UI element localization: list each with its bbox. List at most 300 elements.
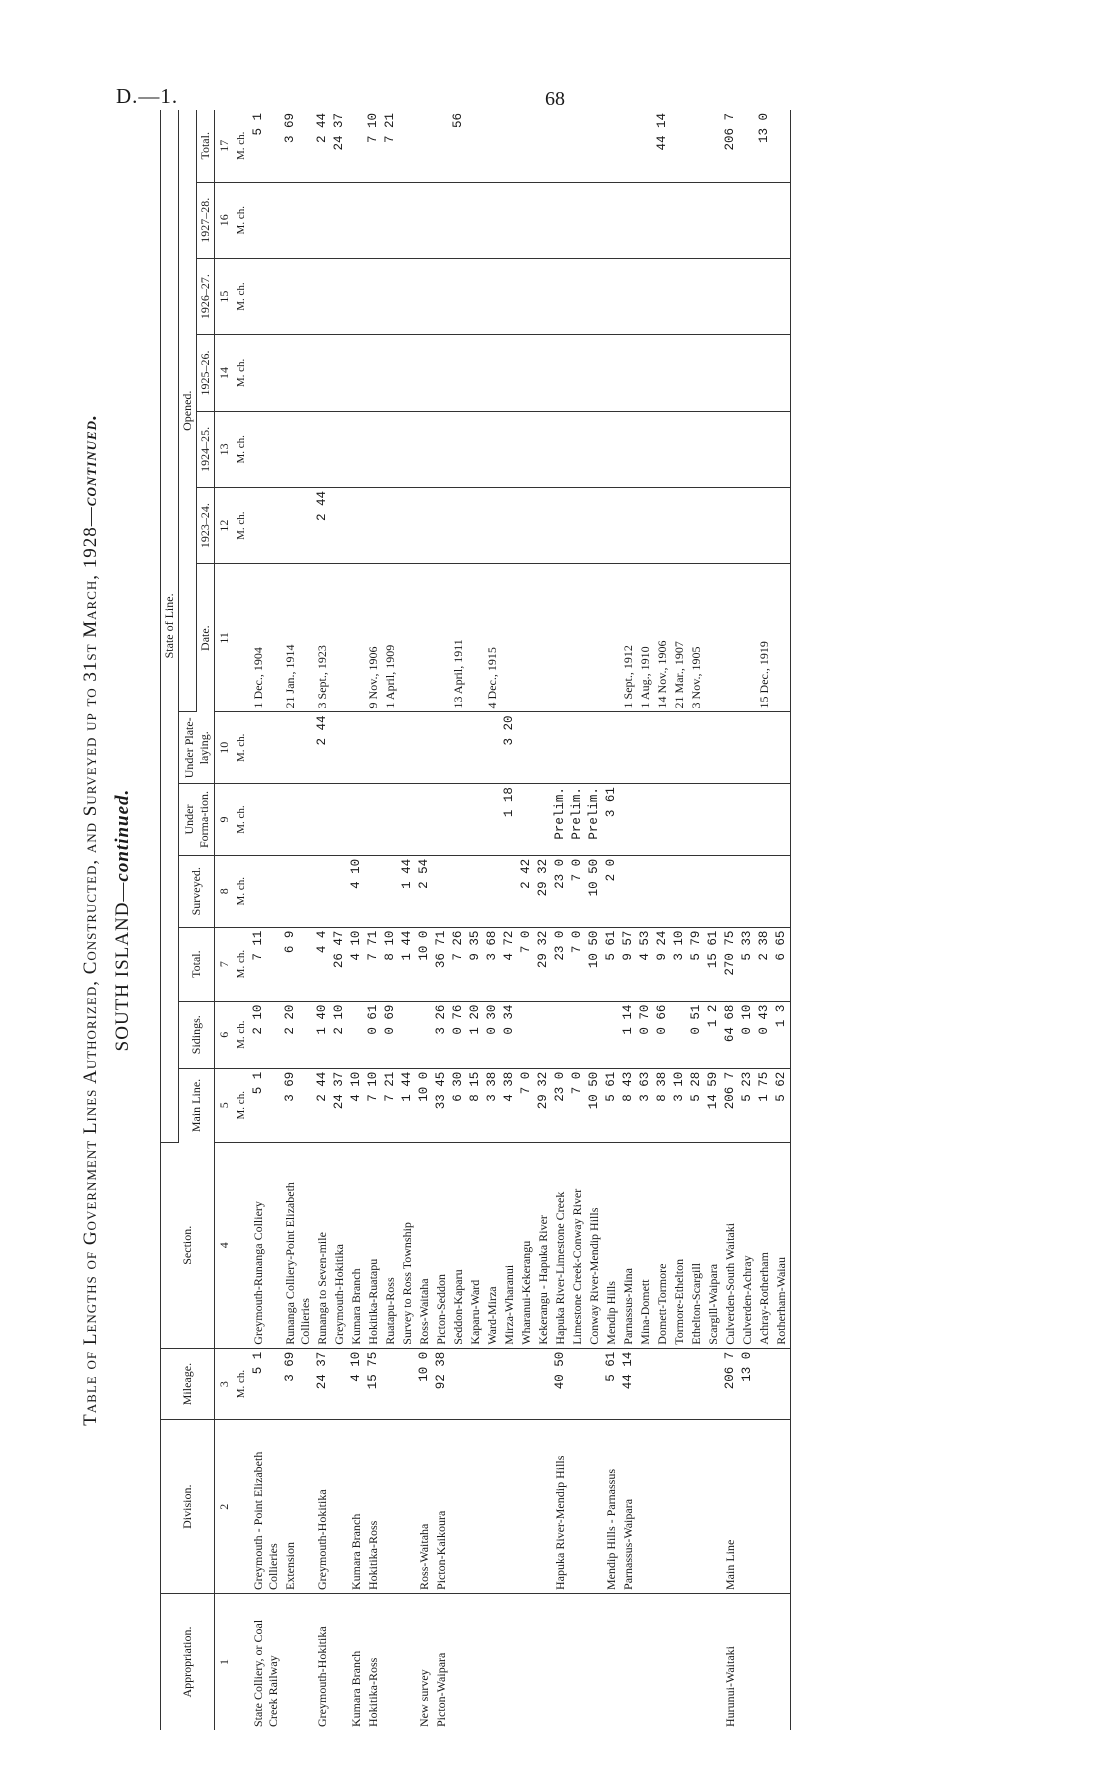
- cell-opened-1926-27: [250, 258, 282, 334]
- cell-main-line: 8 43: [620, 1068, 637, 1142]
- cell-opened-1927-28: [250, 182, 282, 258]
- cell-surveyed: [484, 855, 501, 927]
- cell-under-platelaying: [620, 712, 637, 784]
- table-row: [569, 110, 586, 1730]
- cell-under-platelaying: [282, 712, 314, 784]
- cell-sidings: 0 10: [739, 1001, 756, 1068]
- cell-opened-1927-28: [586, 182, 603, 258]
- cell-main-line: 23 0: [552, 1068, 569, 1142]
- cell-sidings: 0 70: [637, 1001, 654, 1068]
- cell-mileage: 4 10: [348, 1348, 365, 1420]
- cell-surveyed: [654, 855, 671, 927]
- cell-division: Hapuka River-Mendip Hills: [552, 1420, 569, 1594]
- cell-opened-1924-25: [637, 411, 654, 487]
- cell-opened-1923-24: [569, 487, 586, 563]
- cell-opened-1925-26: [467, 335, 484, 411]
- cell-division: [637, 1420, 654, 1594]
- cell-appropriation: Greymouth-Hokitika: [315, 1626, 329, 1727]
- cell-sidings: 3 26: [433, 1001, 450, 1068]
- table-row: [382, 110, 399, 1730]
- cell-total: 7 0: [569, 927, 586, 1001]
- table-row: [705, 110, 722, 1730]
- cell-under-platelaying: [722, 712, 739, 784]
- cell-opened-1923-24: [705, 487, 722, 563]
- cell-section: Mina-Domett: [637, 1142, 654, 1348]
- cell-under-platelaying: [348, 712, 365, 784]
- header-state-of-line: State of Line.: [161, 110, 179, 1142]
- cell-under-formation: [620, 784, 637, 856]
- cell-section: Hapuka River-Limestone Creek: [552, 1142, 569, 1348]
- cell-opened-1925-26: [484, 335, 501, 411]
- cell-sidings: 0 69: [382, 1001, 399, 1068]
- column-number: 3: [215, 1348, 234, 1420]
- cell-opened-1924-25: [654, 411, 671, 487]
- cell-opened-1924-25: [773, 411, 791, 487]
- cell-opened-1925-26: [569, 335, 586, 411]
- table-row: [314, 110, 331, 1730]
- cell-opened-1927-28: [773, 182, 791, 258]
- table-row: [552, 110, 569, 1730]
- table-row: [535, 110, 552, 1730]
- cell-sidings: [552, 1001, 569, 1068]
- cell-total: 270 75: [722, 927, 739, 1001]
- cell-surveyed: 10 50: [586, 855, 603, 927]
- column-number: 6: [215, 1001, 234, 1068]
- cell-opened-1925-26: [637, 335, 654, 411]
- column-number: 17: [215, 110, 234, 182]
- cell-appropriation: [773, 1593, 791, 1730]
- cell-appropriation: [705, 1593, 722, 1730]
- cell-sidings: 0 43: [756, 1001, 773, 1068]
- cell-under-formation: [416, 784, 433, 856]
- header-1924-25: 1924–25.: [197, 411, 215, 487]
- cell-opened-1926-27: [756, 258, 773, 334]
- cell-surveyed: [282, 855, 314, 927]
- cell-under-formation: [433, 784, 450, 856]
- header-main-line: Main Line.: [179, 1068, 215, 1142]
- cell-surveyed: [382, 855, 399, 927]
- column-number: 11: [215, 564, 234, 712]
- cell-under-formation: [688, 784, 705, 856]
- cell-mileage: 206 7: [722, 1348, 739, 1420]
- cell-division: [399, 1420, 416, 1594]
- table-row: [250, 110, 282, 1730]
- table-row: [433, 110, 450, 1730]
- cell-opened-1923-24: [688, 487, 705, 563]
- cell-date-opened: 9 Nov., 1906: [365, 564, 382, 712]
- cell-appropriation: [282, 1593, 314, 1730]
- cell-main-line: 7 10: [365, 1068, 382, 1142]
- column-number: 8: [215, 855, 234, 927]
- cell-surveyed: [620, 855, 637, 927]
- cell-opened-1927-28: [467, 182, 484, 258]
- cell-mileage: 3 69: [282, 1348, 314, 1420]
- cell-total: 7 0: [518, 927, 535, 1001]
- cell-opened-1925-26: [282, 335, 314, 411]
- table-row: [484, 110, 501, 1730]
- cell-surveyed: [250, 855, 282, 927]
- cell-mileage: [688, 1348, 705, 1420]
- cell-under-formation: [637, 784, 654, 856]
- cell-under-platelaying: [416, 712, 433, 784]
- cell-date-opened: 21 Jan., 1914: [282, 564, 314, 712]
- cell-surveyed: 4 10: [348, 855, 365, 927]
- cell-appropriation: [331, 1593, 348, 1730]
- cell-opened-1924-25: [433, 411, 450, 487]
- cell-under-platelaying: [773, 712, 791, 784]
- cell-opened-1925-26: [756, 335, 773, 411]
- cell-main-line: 3 63: [637, 1068, 654, 1142]
- cell-opened-1925-26: [773, 335, 791, 411]
- cell-division: [586, 1420, 603, 1594]
- cell-opened-1924-25: [552, 411, 569, 487]
- cell-total: 26 47: [331, 927, 348, 1001]
- cell-surveyed: [467, 855, 484, 927]
- cell-total: 7 26: [450, 927, 467, 1001]
- cell-total: 10 0: [416, 927, 433, 1001]
- cell-total: 3 68: [484, 927, 501, 1001]
- cell-mileage: [535, 1348, 552, 1420]
- cell-under-platelaying: [250, 712, 282, 784]
- cell-division: Hokitika-Ross: [365, 1420, 382, 1594]
- header-under-formation: Under Forma-tion.: [179, 784, 215, 856]
- cell-division: Main Line: [722, 1420, 739, 1594]
- cell-mileage: 92 38: [433, 1348, 450, 1420]
- cell-sidings: 1 2: [705, 1001, 722, 1068]
- cell-mileage: 40 50: [552, 1348, 569, 1420]
- cell-surveyed: [501, 855, 518, 927]
- unit-label: M. ch.: [233, 487, 250, 563]
- column-number: 4: [215, 1142, 234, 1348]
- cell-main-line: 1 75: [756, 1068, 773, 1142]
- cell-opened-1925-26: [250, 335, 282, 411]
- table-body: [215, 110, 791, 1730]
- cell-opened-1924-25: [399, 411, 416, 487]
- cell-opened-1927-28: [603, 182, 620, 258]
- cell-opened-total: [501, 110, 518, 182]
- cell-total: 15 61: [705, 927, 722, 1001]
- cell-main-line: 3 10: [671, 1068, 688, 1142]
- cell-opened-1927-28: [399, 182, 416, 258]
- cell-opened-total: 5 1: [250, 110, 282, 182]
- cell-date-opened: [416, 564, 433, 712]
- cell-division: [569, 1420, 586, 1594]
- cell-main-line: 8 15: [467, 1068, 484, 1142]
- cell-main-line: 4 10: [348, 1068, 365, 1142]
- cell-opened-total: [569, 110, 586, 182]
- cell-date-opened: [773, 564, 791, 712]
- cell-mileage: [756, 1348, 773, 1420]
- cell-section: Ethelton-Scargill: [688, 1142, 705, 1348]
- cell-date-opened: [603, 564, 620, 712]
- cell-mileage: [382, 1348, 399, 1420]
- cell-opened-1923-24: [586, 487, 603, 563]
- cell-surveyed: 2 0: [603, 855, 620, 927]
- header-surveyed: Surveyed.: [179, 855, 215, 927]
- cell-opened-1923-24: [433, 487, 450, 563]
- cell-under-formation: [250, 784, 282, 856]
- cell-opened-1924-25: [535, 411, 552, 487]
- cell-total: 7 11: [250, 927, 282, 1001]
- cell-sidings: 1 40: [314, 1001, 331, 1068]
- header-1927-28: 1927–28.: [197, 182, 215, 258]
- cell-sidings: [569, 1001, 586, 1068]
- cell-division: Greymouth-Hokitika: [314, 1420, 331, 1594]
- cell-total: 6 9: [282, 927, 314, 1001]
- cell-opened-total: 24 37: [331, 110, 348, 182]
- cell-under-formation: [484, 784, 501, 856]
- cell-date-opened: 4 Dec., 1915: [484, 564, 501, 712]
- cell-main-line: 4 38: [501, 1068, 518, 1142]
- cell-opened-1924-25: [250, 411, 282, 487]
- cell-section: Parnassus-Mina: [620, 1142, 637, 1348]
- cell-opened-1927-28: [569, 182, 586, 258]
- table-row: [773, 110, 791, 1730]
- cell-opened-1926-27: [637, 258, 654, 334]
- column-number: 15: [215, 258, 234, 334]
- cell-section: Limestone Creek-Conway River: [569, 1142, 586, 1348]
- cell-total: 10 50: [586, 927, 603, 1001]
- cell-surveyed: [688, 855, 705, 927]
- cell-under-platelaying: 2 44: [314, 712, 331, 784]
- cell-opened-total: [416, 110, 433, 182]
- cell-under-platelaying: [637, 712, 654, 784]
- cell-sidings: 0 76: [450, 1001, 467, 1068]
- cell-opened-1927-28: [382, 182, 399, 258]
- cell-division: [671, 1420, 688, 1594]
- table-row: [620, 110, 637, 1730]
- cell-date-opened: [705, 564, 722, 712]
- cell-surveyed: [739, 855, 756, 927]
- cell-division: [535, 1420, 552, 1594]
- cell-surveyed: [450, 855, 467, 927]
- table-row: [348, 110, 365, 1730]
- cell-surveyed: [773, 855, 791, 927]
- cell-opened-1924-25: [382, 411, 399, 487]
- cell-opened-1926-27: [382, 258, 399, 334]
- cell-opened-1927-28: [756, 182, 773, 258]
- cell-section: Rotherham-Waiau: [773, 1142, 791, 1348]
- cell-opened-1927-28: [705, 182, 722, 258]
- cell-opened-1927-28: [433, 182, 450, 258]
- cell-date-opened: [348, 564, 365, 712]
- cell-date-opened: 1 April, 1909: [382, 564, 399, 712]
- cell-appropriation: [518, 1593, 535, 1730]
- cell-opened-1927-28: [671, 182, 688, 258]
- cell-opened-1925-26: [348, 335, 365, 411]
- unit-label: M. ch.: [233, 712, 250, 784]
- table-row: [739, 110, 756, 1730]
- cell-under-platelaying: [569, 712, 586, 784]
- header-1925-26: 1925–26.: [197, 335, 215, 411]
- cell-opened-total: [773, 110, 791, 182]
- cell-date-opened: 1 Dec., 1904: [250, 564, 282, 712]
- cell-under-platelaying: [467, 712, 484, 784]
- cell-total: 6 65: [773, 927, 791, 1001]
- cell-opened-1926-27: [348, 258, 365, 334]
- cell-section: Ward-Mirza: [484, 1142, 501, 1348]
- unit-label: M. ch.: [233, 1068, 250, 1142]
- cell-under-platelaying: [654, 712, 671, 784]
- cell-opened-total: [467, 110, 484, 182]
- cell-main-line: 29 32: [535, 1068, 552, 1142]
- cell-opened-1925-26: [518, 335, 535, 411]
- column-number: 2: [215, 1420, 234, 1594]
- cell-main-line: 33 45: [433, 1068, 450, 1142]
- cell-under-platelaying: [552, 712, 569, 784]
- cell-appropriation: [501, 1593, 518, 1730]
- cell-opened-1924-25: [365, 411, 382, 487]
- cell-date-opened: 15 Dec., 1919: [756, 564, 773, 712]
- cell-division: Extension: [282, 1420, 314, 1594]
- unit-blank: [233, 1593, 250, 1730]
- cell-under-platelaying: [382, 712, 399, 784]
- cell-sidings: [671, 1001, 688, 1068]
- cell-sidings: 0 34: [501, 1001, 518, 1068]
- cell-opened-1923-24: [399, 487, 416, 563]
- cell-under-formation: [773, 784, 791, 856]
- cell-date-opened: [518, 564, 535, 712]
- cell-opened-1925-26: [671, 335, 688, 411]
- cell-section: Domett-Tormore: [654, 1142, 671, 1348]
- cell-opened-1923-24: [365, 487, 382, 563]
- cell-opened-total: 44 14: [654, 110, 671, 182]
- table-row: [467, 110, 484, 1730]
- cell-mileage: [705, 1348, 722, 1420]
- cell-section: Seddon-Kaparu: [450, 1142, 467, 1348]
- cell-sidings: [518, 1001, 535, 1068]
- cell-opened-1926-27: [705, 258, 722, 334]
- cell-opened-1924-25: [688, 411, 705, 487]
- cell-under-platelaying: [739, 712, 756, 784]
- cell-mileage: [331, 1348, 348, 1420]
- cell-total: 3 10: [671, 927, 688, 1001]
- cell-total: 1 44: [399, 927, 416, 1001]
- cell-division: [705, 1420, 722, 1594]
- cell-opened-1926-27: [501, 258, 518, 334]
- cell-surveyed: [705, 855, 722, 927]
- cell-section: Mendip Hills: [603, 1142, 620, 1348]
- cell-opened-1925-26: [739, 335, 756, 411]
- cell-under-platelaying: [671, 712, 688, 784]
- cell-main-line: 7 0: [518, 1068, 535, 1142]
- cell-opened-1925-26: [365, 335, 382, 411]
- cell-appropriation: [739, 1593, 756, 1730]
- cell-appropriation: [620, 1593, 637, 1730]
- header-under-platelaying: Under Plate-laying.: [179, 712, 215, 784]
- cell-opened-1925-26: [416, 335, 433, 411]
- cell-appropriation: [450, 1593, 467, 1730]
- cell-surveyed: 2 54: [416, 855, 433, 927]
- cell-opened-1927-28: [620, 182, 637, 258]
- header-section: Section.: [161, 1142, 215, 1348]
- cell-under-formation: [365, 784, 382, 856]
- cell-date-opened: [331, 564, 348, 712]
- cell-opened-1924-25: [348, 411, 365, 487]
- cell-opened-1926-27: [518, 258, 535, 334]
- column-number: 1: [217, 1659, 231, 1665]
- cell-main-line: 5 62: [773, 1068, 791, 1142]
- cell-sidings: [416, 1001, 433, 1068]
- header-total: Total.: [179, 927, 215, 1001]
- cell-opened-total: 3 69: [282, 110, 314, 182]
- cell-section: Greymouth-Hokitika: [331, 1142, 348, 1348]
- cell-date-opened: [552, 564, 569, 712]
- cell-main-line: 5 1: [250, 1068, 282, 1142]
- cell-opened-1927-28: [688, 182, 705, 258]
- cell-surveyed: [671, 855, 688, 927]
- cell-appropriation: [586, 1593, 603, 1730]
- cell-total: 9 57: [620, 927, 637, 1001]
- cell-section: Scargill-Waipara: [705, 1142, 722, 1348]
- cell-opened-total: [637, 110, 654, 182]
- cell-opened-1924-25: [722, 411, 739, 487]
- cell-opened-1924-25: [518, 411, 535, 487]
- cell-under-platelaying: [365, 712, 382, 784]
- cell-sidings: [586, 1001, 603, 1068]
- cell-opened-1927-28: [348, 182, 365, 258]
- cell-opened-1927-28: [722, 182, 739, 258]
- cell-appropriation: [569, 1593, 586, 1730]
- cell-opened-total: 56: [450, 110, 467, 182]
- cell-under-formation: [739, 784, 756, 856]
- cell-opened-1924-25: [569, 411, 586, 487]
- cell-opened-1924-25: [467, 411, 484, 487]
- cell-total: 5 79: [688, 927, 705, 1001]
- cell-under-formation: [535, 784, 552, 856]
- cell-under-platelaying: [399, 712, 416, 784]
- cell-mileage: 5 61: [603, 1348, 620, 1420]
- table-row: [603, 110, 620, 1730]
- cell-opened-1926-27: [535, 258, 552, 334]
- cell-opened-1926-27: [467, 258, 484, 334]
- cell-under-platelaying: [603, 712, 620, 784]
- table-row: [501, 110, 518, 1730]
- cell-sidings: 1 14: [620, 1001, 637, 1068]
- cell-appropriation: Kumara Branch: [349, 1650, 363, 1727]
- cell-opened-total: [552, 110, 569, 182]
- header-appropriation: Appropriation.: [161, 1593, 215, 1730]
- cell-total: 8 10: [382, 927, 399, 1001]
- cell-mileage: 44 14: [620, 1348, 637, 1420]
- cell-opened-1923-24: [671, 487, 688, 563]
- cell-under-formation: [518, 784, 535, 856]
- cell-mileage: [450, 1348, 467, 1420]
- cell-section: Hokitika-Ruatapu: [365, 1142, 382, 1348]
- cell-under-formation: [314, 784, 331, 856]
- cell-opened-1925-26: [535, 335, 552, 411]
- table-row: [331, 110, 348, 1730]
- cell-mileage: [773, 1348, 791, 1420]
- cell-under-platelaying: [688, 712, 705, 784]
- cell-total: 5 61: [603, 927, 620, 1001]
- cell-opened-1924-25: [739, 411, 756, 487]
- unit-label: M. ch.: [233, 927, 250, 1001]
- cell-opened-1924-25: [756, 411, 773, 487]
- cell-sidings: 0 66: [654, 1001, 671, 1068]
- cell-appropriation: Hokitika-Ross: [366, 1657, 380, 1727]
- cell-opened-1926-27: [688, 258, 705, 334]
- cell-opened-1925-26: [501, 335, 518, 411]
- cell-appropriation: State Colliery, or Coal Creek Railway: [251, 1619, 280, 1727]
- cell-mileage: [637, 1348, 654, 1420]
- cell-opened-1926-27: [586, 258, 603, 334]
- cell-opened-1927-28: [501, 182, 518, 258]
- cell-section: Kaparu-Ward: [467, 1142, 484, 1348]
- cell-appropriation: [637, 1593, 654, 1730]
- units-row: [233, 110, 250, 1730]
- cell-appropriation: [552, 1593, 569, 1730]
